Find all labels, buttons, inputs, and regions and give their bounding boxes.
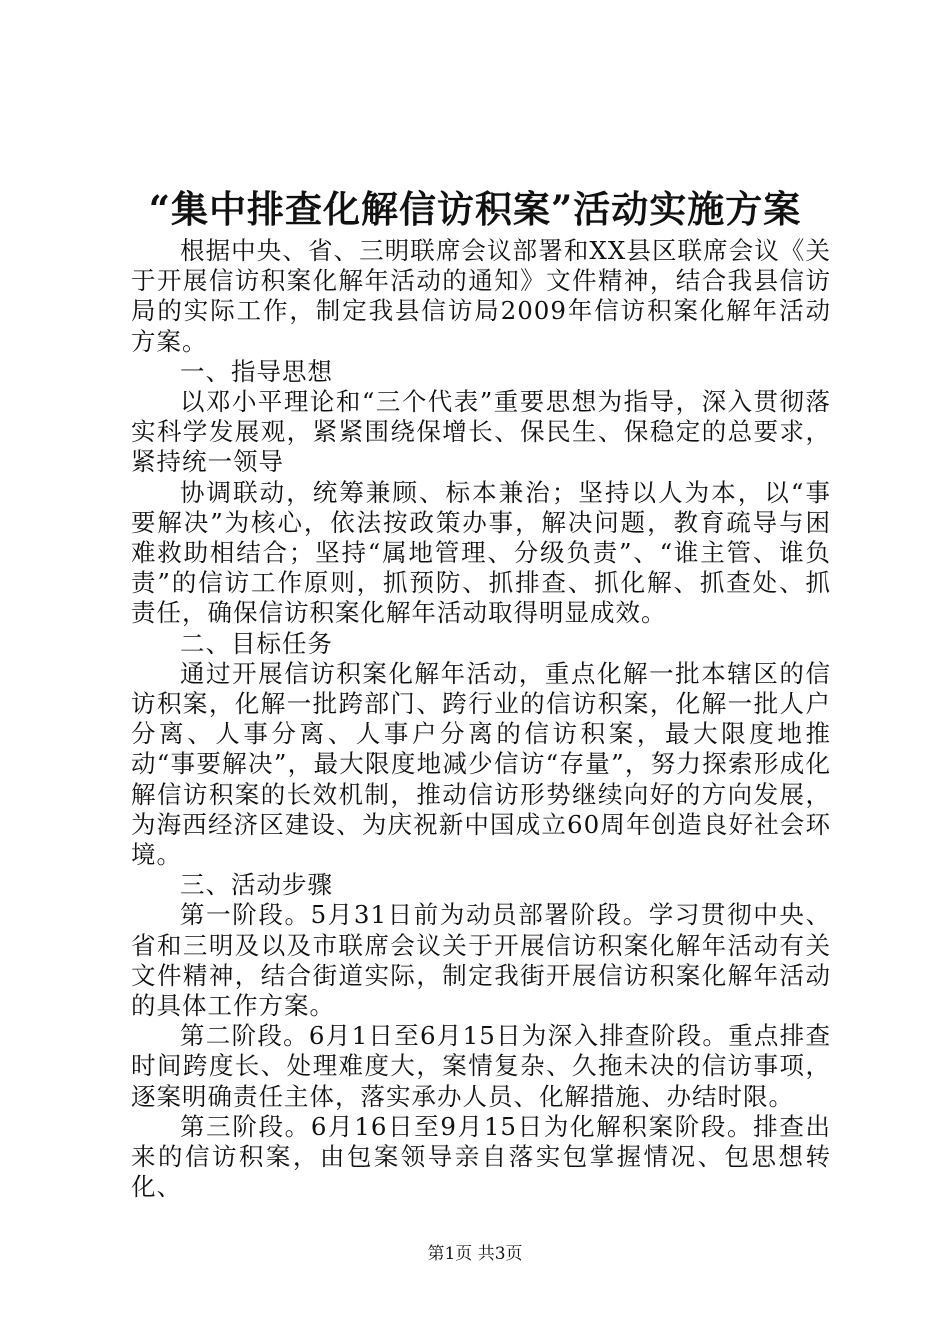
paragraph: 通过开展信访积案化解年活动，重点化解一批本辖区的信访积案，化解一批跨部门、跨行业的信访积案，化解一批人户分离、人事分离、人事户分离的信访积案，最大限度地推动“事要解决”，最大限度地减少信访“存量”，努力探索形成化解信访积案的长效机制，推动信访形势继续向好的方向发展，为海西经济区建设、为庆祝新中国成立60周年创造良好社会环境。	[131, 658, 831, 870]
paragraph-stage-1: 第一阶段。5月31日前为动员部署阶段。学习贯彻中央、省和三明及以及市联席会议关于开展信访积案化解年活动有关文件精神，结合街道实际，制定我街开展信访积案化解年活动的具体工作方案。	[131, 900, 831, 1021]
document-body	[131, 236, 831, 1203]
paragraph: 协调联动，统筹兼顾、标本兼治；坚持以人为本，以“事要解决”为核心，依法按政策办事，解决问题，教育疏导与困难救助相结合；坚持“属地管理、分级负责”、“谁主管、谁负责”的信访工作原则，抓预防、抓排查、抓化解、抓查处、抓责任，确保信访积案化解年活动取得明显成效。	[131, 477, 831, 628]
paragraph-intro: 根据中央、省、三明联席会议部署和XX县区联席会议《关于开展信访积案化解年活动的通知》文件精神，结合我县信访局的实际工作，制定我县信访局2009年信访积案化解年活动方案。	[131, 236, 831, 356]
document-title: “集中排查化解信访积案”活动实施方案	[148, 187, 802, 231]
paragraph: 以邓小平理论和“三个代表”重要思想为指导，深入贯彻落实科学发展观，紧紧围绕保增长、保民生、保稳定的总要求，紧持统一领导	[131, 387, 831, 477]
section-heading-3: 三、活动步骤	[180, 870, 333, 900]
paragraph-stage-2: 第二阶段。6月1日至6月15日为深入排查阶段。重点排查时间跨度长、处理难度大，案情复杂、久拖未决的信访事项，逐案明确责任主体，落实承办人员、化解措施、办结时限。	[131, 1021, 831, 1111]
page-footer: 第1页 共3页	[427, 1244, 523, 1264]
section-heading-1: 一、指导思想	[180, 356, 333, 386]
section-heading-2: 二、目标任务	[180, 628, 333, 658]
paragraph-stage-3: 第三阶段。6月16日至9月15日为化解积案阶段。排查出来的信访积案，由包案领导亲自落实包掌握情况、包思想转化、	[131, 1111, 831, 1202]
